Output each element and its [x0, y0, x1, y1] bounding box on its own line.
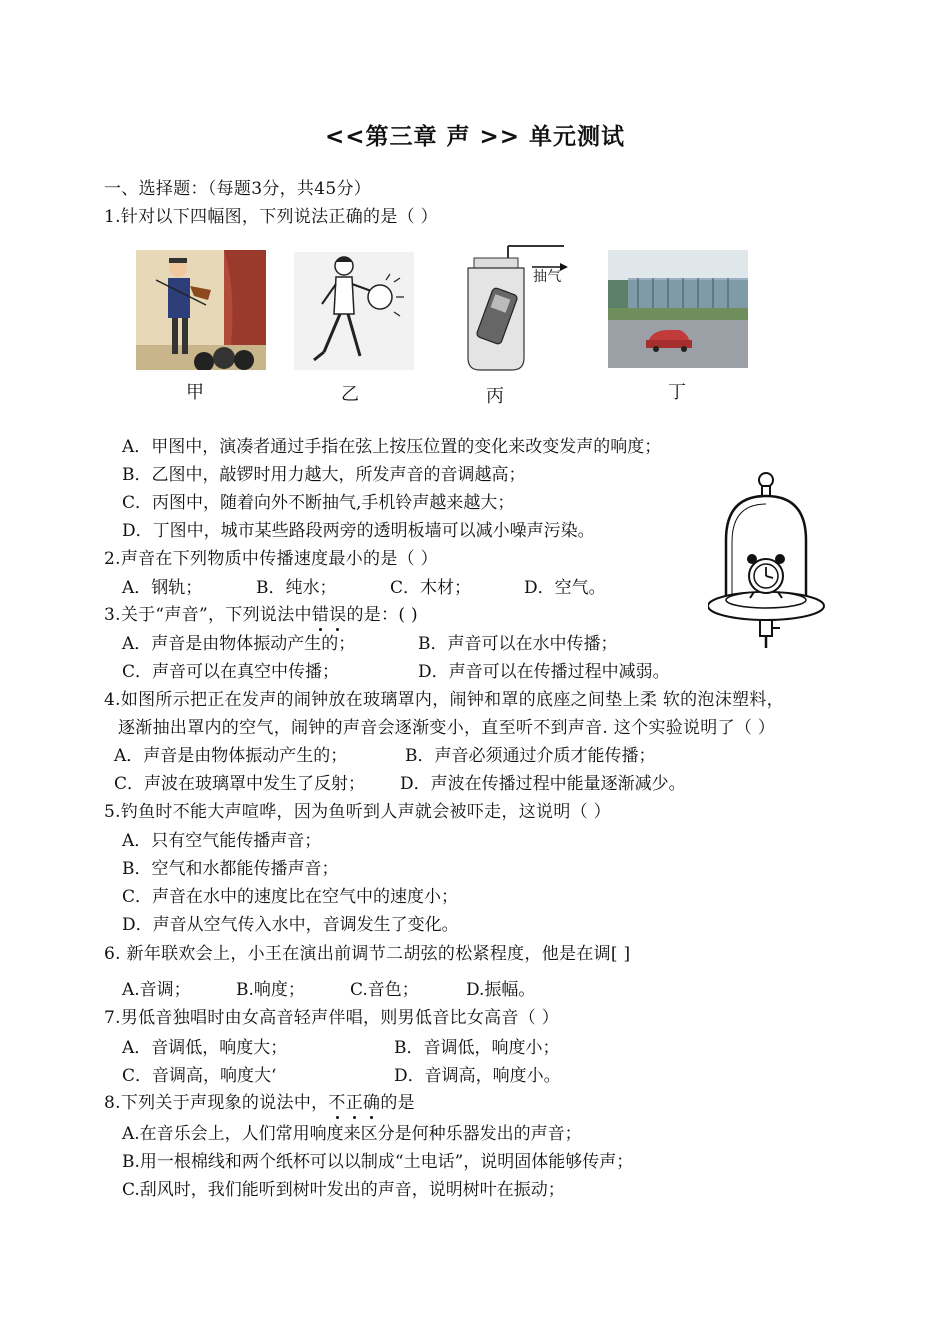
q8-option-c: C.刮风时，我们能听到树叶发出的声音，说明树叶在振动；: [122, 1180, 565, 1200]
q6-option-a: A.音调；: [122, 980, 191, 1000]
question-7-stem: 7.男低音独唱时由女高音轻声伴唱，则男低音比女高音（ ）: [104, 1008, 560, 1028]
caption-ding: 丁: [668, 382, 686, 403]
q8-stem-pre: 8.下列关于声现象的说法中，: [104, 1093, 329, 1113]
q1-option-c: C．丙图中，随着向外不断抽气,手机铃声越来越大；: [122, 493, 515, 513]
q2-option-a: A．钢轨；: [122, 578, 203, 598]
q8-emphasis-char-2: 正: [345, 1093, 364, 1113]
q7-option-b: B．音调低，响度小；: [394, 1038, 560, 1058]
question-4-stem-line-2: 逐渐抽出罩内的空气，闹钟的声音会逐渐变小，直至听不到声音. 这个实验说明了（ ）: [118, 718, 776, 738]
section-heading: 一、选择题：（每题3分，共45分）: [104, 179, 372, 199]
q2-option-b: B．纯水；: [256, 578, 337, 598]
question-1-stem: 1.针对以下四幅图，下列说法正确的是（ ）: [104, 207, 438, 227]
q6-option-b: B.响度；: [236, 980, 305, 1000]
q6-option-c: C.音色；: [350, 980, 419, 1000]
figure-violinist: [136, 250, 266, 370]
q5-option-b: B．空气和水都能传播声音；: [122, 859, 339, 879]
q4-option-c: C．声波在玻璃罩中发生了反射；: [114, 774, 366, 794]
figure-gong: [294, 252, 414, 370]
q4-option-d: D．声波在传播过程中能量逐渐减少。: [400, 774, 686, 794]
q6-option-d: D.振幅。: [466, 980, 536, 1000]
q4-option-b: B．声音必须通过介质才能传播；: [405, 746, 656, 766]
q2-option-d: D．空气。: [524, 578, 606, 598]
question-3-stem: [104, 604, 418, 626]
question-5-stem: 5.钓鱼时不能大声喧哗，因为鱼听到人声就会被吓走，这说明（ ）: [104, 802, 611, 822]
caption-jia: 甲: [186, 382, 204, 403]
q7-option-d: D．音调高，响度小。: [394, 1066, 561, 1086]
question-4-stem-line-1: 4.如图所示把正在发声的闹钟放在玻璃罩内，闹钟和罩的底座之间垫上柔 软的泡沫塑料，: [104, 690, 784, 710]
q3-emphasis-char-2: 误: [329, 605, 347, 625]
q1-option-a: A．甲图中，演凑者通过手指在弦上按压位置的变化来改变发声的响度；: [122, 437, 662, 457]
q5-option-d: D．声音从空气传入水中，音调发生了变化。: [122, 915, 459, 935]
q8-option-a: A.在音乐会上，人们常用响度来区分是何种乐器发出的声音；: [122, 1124, 582, 1144]
q8-emphasis-char-1: 不: [328, 1093, 346, 1113]
figure-noise-barrier: [608, 250, 748, 368]
q3-stem-post: 的是：( ): [346, 605, 418, 625]
q3-stem-pre: 3.关于“声音”，下列说法中: [104, 605, 312, 625]
question-2-stem: 2.声音在下列物质中传播速度最小的是（ ）: [104, 549, 438, 569]
pump-label: 抽气: [533, 269, 562, 285]
question-8-stem: [104, 1092, 415, 1114]
q5-option-c: C．声音在水中的速度比在空气中的速度小；: [122, 887, 459, 907]
q1-option-d: D．丁图中，城市某些路段两旁的透明板墙可以减小噪声污染。: [122, 521, 595, 541]
q1-option-b: B．乙图中，敲锣时用力越大，所发声音的音调越高；: [122, 465, 526, 485]
q2-option-c: C．木材；: [390, 578, 472, 598]
q4-option-a: A．声音是由物体振动产生的；: [114, 746, 348, 766]
q8-option-b: B.用一根棉线和两个纸杯可以以制成“土电话”，说明固体能够传声；: [122, 1152, 634, 1172]
q3-option-c: C．声音可以在真空中传播；: [122, 662, 340, 682]
q8-emphasis-char-3: 确: [363, 1093, 381, 1113]
caption-yi: 乙: [341, 384, 359, 405]
q3-option-a: A．声音是由物体振动产生的；: [122, 634, 356, 654]
question-6-stem: 6. 新年联欢会上，小王在演出前调节二胡弦的松紧程度，他是在调[ ]: [104, 944, 631, 964]
q7-option-c: C．音调高，响度大‘: [122, 1066, 277, 1086]
q7-option-a: A．音调低，响度大；: [122, 1038, 288, 1058]
q5-option-a: A．只有空气能传播声音；: [122, 831, 322, 851]
figure-jar-phone: [452, 238, 572, 376]
page-title: <<第三章 声 >> 单元测试: [324, 124, 626, 150]
q3-emphasis-char-1: 错: [311, 605, 330, 625]
figure-bell-jar-clock: [708, 470, 836, 652]
q3-option-b: B．声音可以在水中传播；: [418, 634, 618, 654]
caption-bing: 丙: [486, 386, 504, 407]
q3-option-d: D．声音可以在传播过程中减弱。: [418, 662, 670, 682]
q8-stem-post: 的是: [380, 1093, 415, 1113]
